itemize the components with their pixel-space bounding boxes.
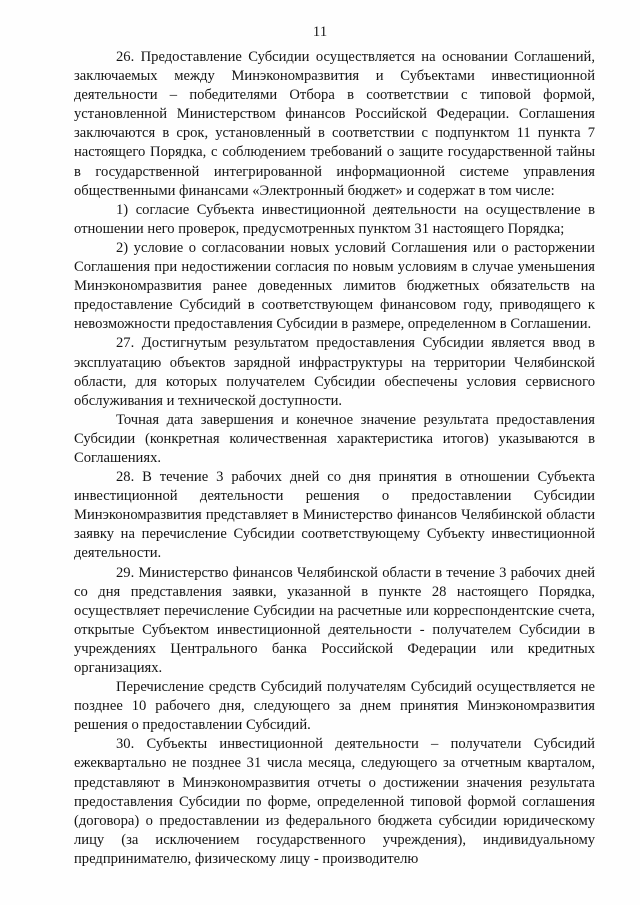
paragraph-30: 30. Субъекты инвестиционной деятельности – получатели Субсидий ежеквартально не позднее 31 числа месяца, следующего за отчетным кварталом, представляют в Минэкономразвития отчеты о достижении значения результата предоставления Субсидии по форме, определенной типовой формой соглашения (договора) о предоставлении из федерального бюджета субсидии юридическому лицу (за исключением государственного учреждения), индивидуальному предпринимателю, физическому лицу - производителю (74, 736, 595, 867)
page-number: 11 (312, 24, 328, 40)
paragraph-29: 29. Министерство финансов Челябинской области в течение 3 рабочих дней со дня представления заявки, указанной в пункте 28 настоящего Порядка, осуществляет перечисление Субсидии на расчетные или корреспондентские счета, открытые Субъектом инвестиционной деятельности - получателем Субсидии в учреждениях Центрального банка Российской Федерации или кредитных организациях. (74, 564, 595, 676)
paragraph-26: 26. Предоставление Субсидии осуществляется на основании Соглашений, заключаемых между Минэкономразвития и Субъектами инвестиционной деятельности – победителями Отбора в соответствии с типовой формой, установленной Министерством финансов Российской Федерации. Соглашения заключаются в срок, установленный в соответствии с подпунктом 11 пункта 7 настоящего Порядка, с соблюдением требований о защите государственной тайны в государственной интегрированной информационной системе управления общественными финансами «Электронный бюджет» и содержат в том числе: (74, 49, 595, 199)
paragraph-28: 28. В течение 3 рабочих дней со дня принятия в отношении Субъекта инвестиционной деятельности решения о предоставлении Субсидии Минэкономразвития представляет в Министерство финансов Челябинской области заявку на перечисление Субсидии соответствующему Субъекту инвестиционной деятельности. (74, 469, 595, 562)
paragraph-26-item-2: 2) условие о согласовании новых условий Соглашения или о расторжении Соглашения при недостижении согласия по новым условиям в случае уменьшения Минэкономразвития ранее доведенных лимитов бюджетных обязательств на предоставление Субсидий в соответствующем финансовом году, приводящего к невозможности предоставления Субсидии в размере, определенном в Соглашении. (74, 239, 595, 333)
paragraph-29-transfer-deadline: Перечисление средств Субсидий получателям Субсидий осуществляется не позднее 10 рабочего дня, следующего за днем принятия Минэкономразвития решения о предоставлении Субсидий. (74, 679, 595, 734)
document-body (74, 48, 595, 869)
paragraph-26-item-1: 1) согласие Субъекта инвестиционной деятельности на осуществление в отношении него проверок, предусмотренных пунктом 31 настоящего Порядка; (74, 201, 595, 237)
paragraph-27: 27. Достигнутым результатом предоставления Субсидии является ввод в эксплуатацию объектов зарядной инфраструктуры на территории Челябинской области, для которых получателем Субсидии обеспечены условия сервисного обслуживания и технической доступности. (74, 335, 595, 409)
paragraph-27-result-date: Точная дата завершения и конечное значение результата предоставления Субсидии (конкретная количественная характеристика итогов) указываются в Соглашениях. (74, 411, 595, 466)
